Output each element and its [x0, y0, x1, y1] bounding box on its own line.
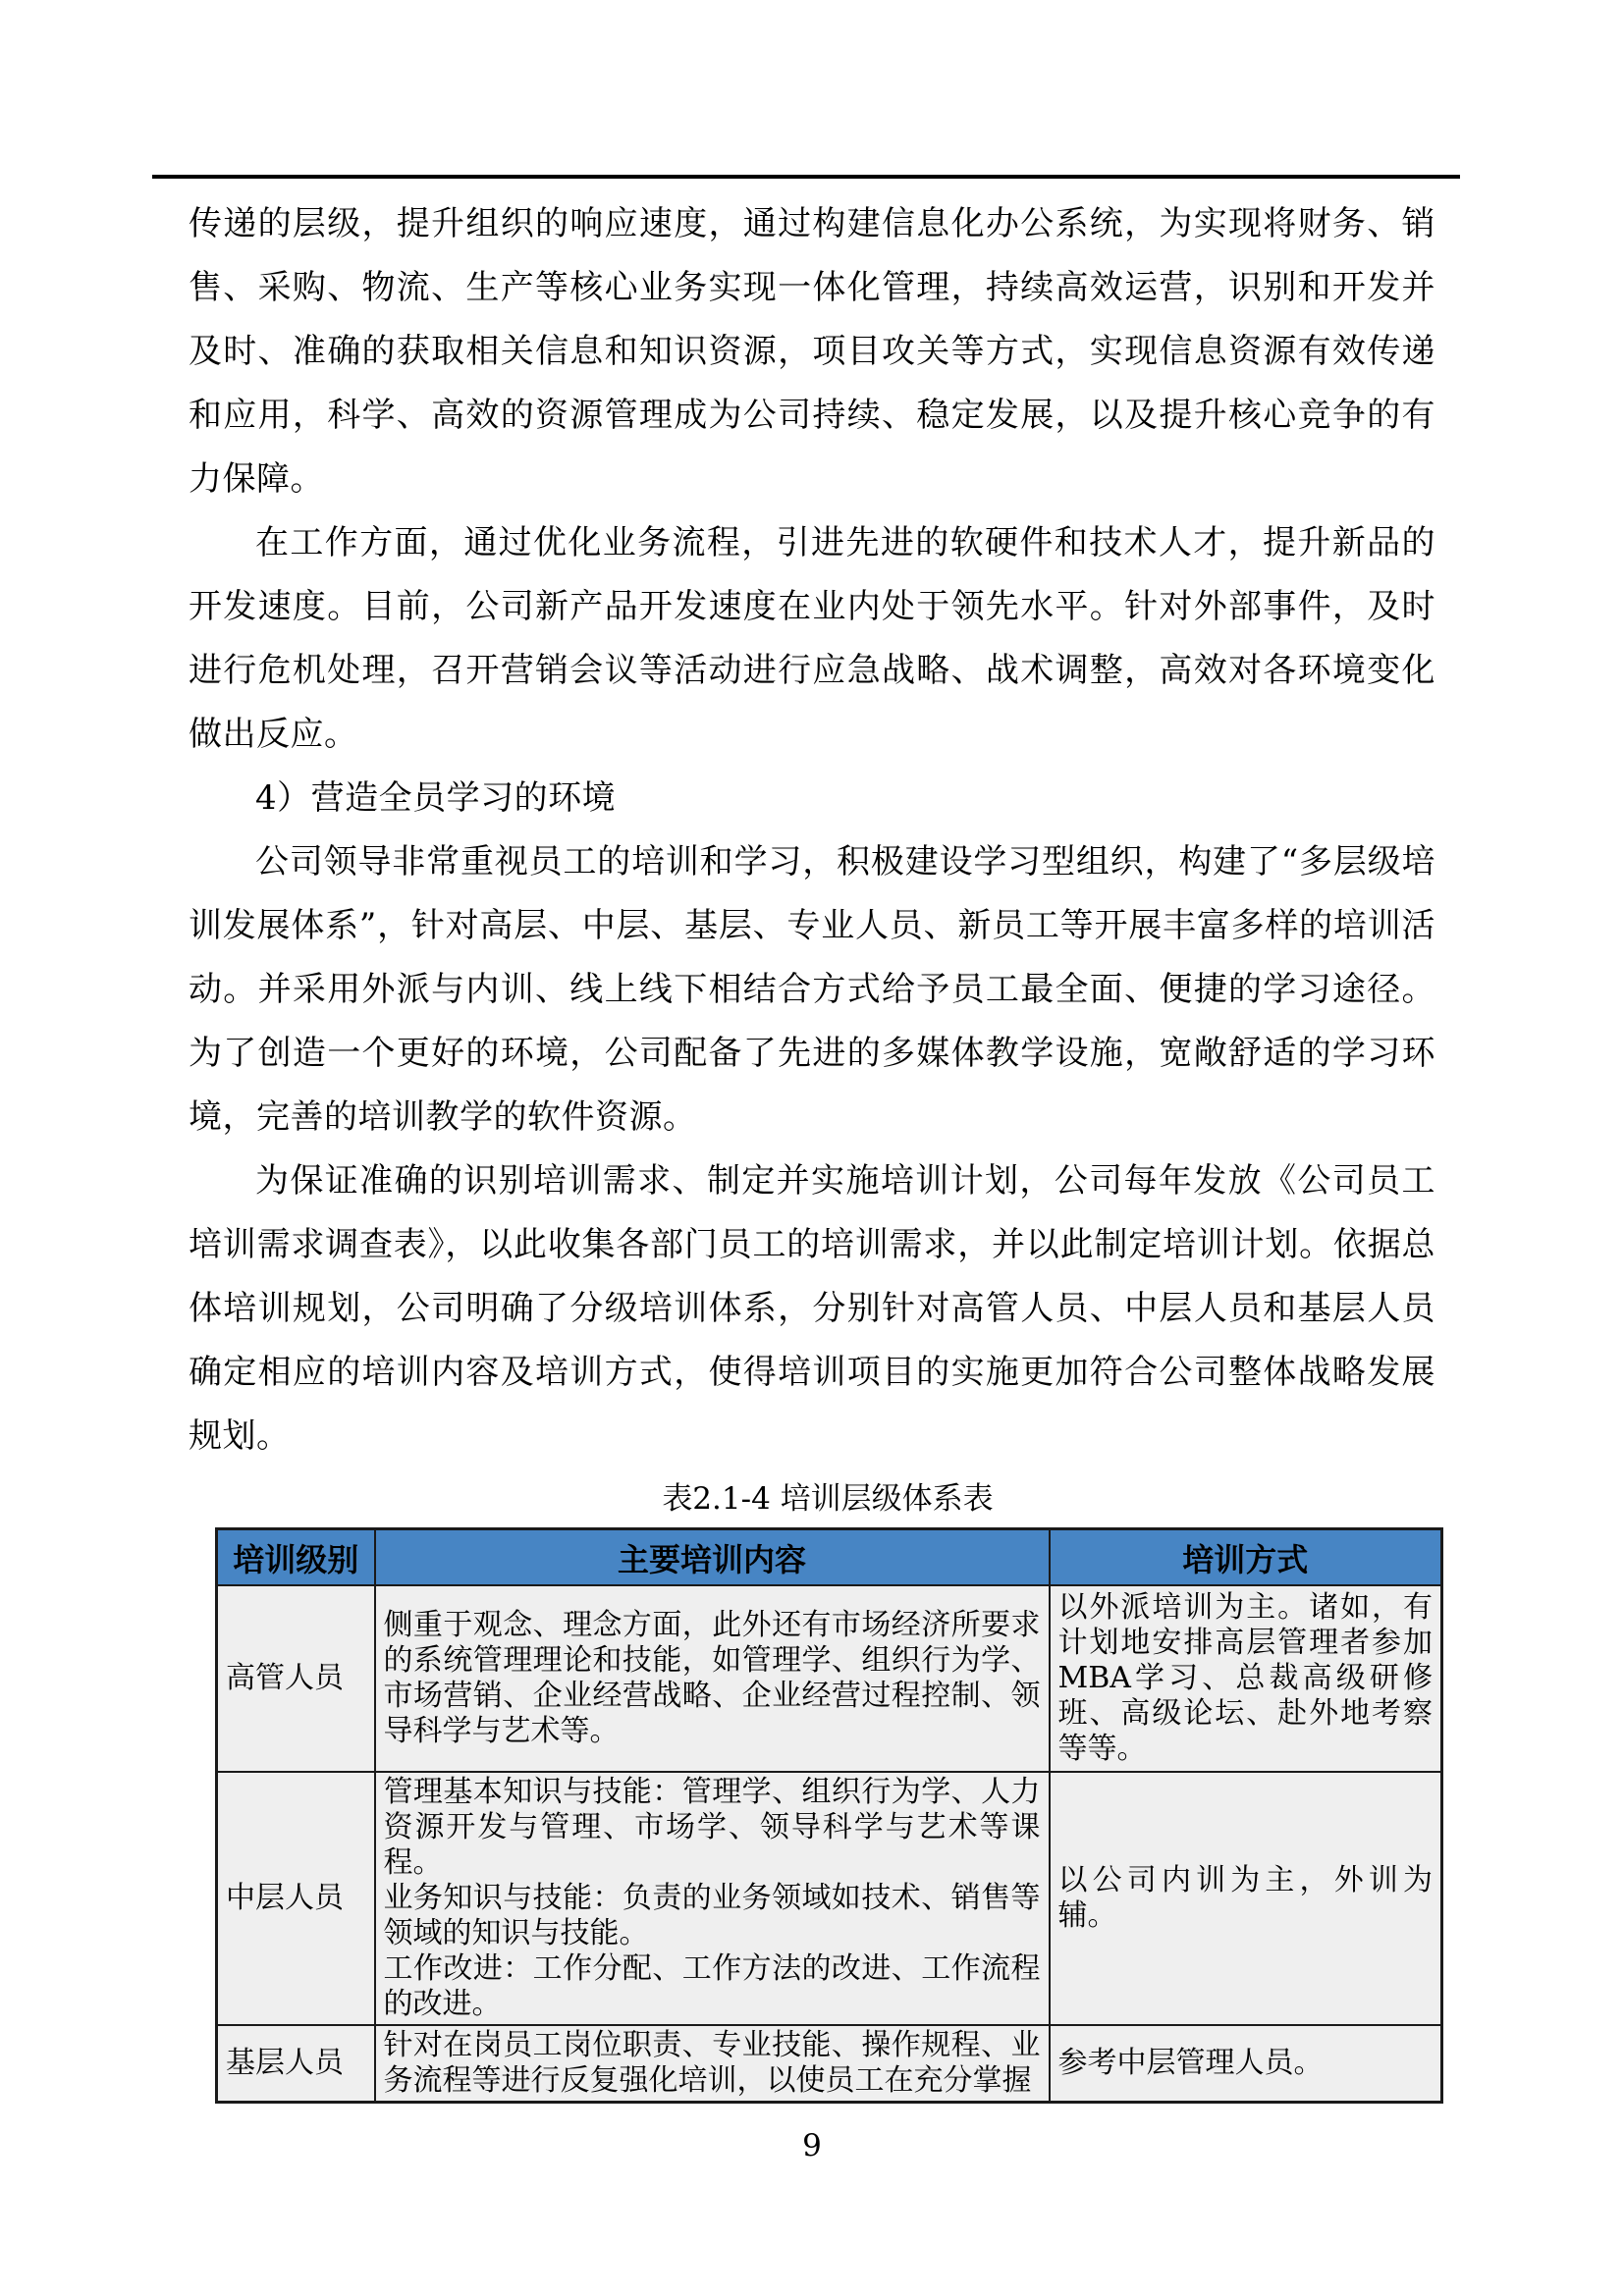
- training-level-table: [215, 1527, 1443, 2104]
- paragraph: 公司领导非常重视员工的培训和学习，积极建设学习型组织，构建了“多层级培训发展体系”，针对高层、中层、基层、专业人员、新员工等开展丰富多样的培训活动。并采用外派与内训、线上线下相结合方式给予员工最全面、便捷的学习途径。为了创造一个更好的环境，公司配备了先进的多媒体教学设施，宽敞舒适的学习环境，完善的培训教学的软件资源。: [189, 842, 1435, 1137]
- content-cell: [375, 1772, 1050, 2025]
- method-cell: 参考中层管理人员。: [1050, 2025, 1442, 2103]
- page-content: [189, 192, 1435, 2104]
- table-caption: 表2.1-4 培训层级体系表: [662, 1481, 994, 1517]
- content-line: 侧重于观念、理念方面，此外还有市场经济所要求的系统管理理论和技能，如管理学、组织行为学、市场营销、企业经营战略、企业经营过程控制、领导科学与艺术等。: [383, 1608, 1041, 1748]
- section-heading: 4）营造全员学习的环境: [255, 778, 617, 818]
- table-row: [217, 1772, 1442, 2025]
- paragraph: 在工作方面，通过优化业务流程，引进先进的软硬件和技术人才，提升新品的开发速度。目前，公司新产品开发速度在业内处于领先水平。针对外部事件，及时进行危机处理，召开营销会议等活动进行应急战略、战术调整，高效对各环境变化做出反应。: [189, 523, 1435, 754]
- level-cell: 高管人员: [217, 1585, 375, 1772]
- method-cell: 以外派培训为主。诸如，有计划地安排高层管理者参加MBA学习、总裁高级研修班、高级论坛、赴外地考察等等。: [1050, 1585, 1442, 1772]
- level-cell: 中层人员: [217, 1772, 375, 2025]
- paragraph-continued: 传递的层级，提升组织的响应速度，通过构建信息化办公系统，为实现将财务、销售、采购、物流、生产等核心业务实现一体化管理，持续高效运营，识别和开发并及时、准确的获取相关信息和知识资源，项目攻关等方式，实现信息资源有效传递和应用，科学、高效的资源管理成为公司持续、稳定发展，以及提升核心竞争的有力保障。: [189, 204, 1435, 499]
- content-cell: [375, 1585, 1050, 1772]
- level-cell: 基层人员: [217, 2025, 375, 2103]
- column-header-method: 培训方式: [1050, 1529, 1442, 1586]
- content-line: 业务知识与技能：负责的业务领域如技术、销售等领域的知识与技能。: [383, 1881, 1041, 1950]
- page-number: 9: [802, 2128, 822, 2163]
- content-line: 工作改进：工作分配、工作方法的改进、工作流程的改进。: [383, 1951, 1041, 2021]
- paragraph: 为保证准确的识别培训需求、制定并实施培训计划，公司每年发放《公司员工培训需求调查表》，以此收集各部门员工的培训需求，并以此制定培训计划。依据总体培训规划，公司明确了分级培训体系，分别针对高管人员、中层人员和基层人员确定相应的培训内容及培训方式，使得培训项目的实施更加符合公司整体战略发展规划。: [189, 1161, 1435, 1456]
- table-row: [217, 2025, 1442, 2103]
- content-line: 针对在岗员工岗位职责、专业技能、操作规程、业务流程等进行反复强化培训，以使员工在充分掌握: [383, 2028, 1041, 2098]
- method-cell: 以公司内训为主，外训为辅。: [1050, 1772, 1442, 2025]
- table-row: [217, 1585, 1442, 1772]
- column-header-content: 主要培训内容: [375, 1529, 1050, 1586]
- content-line: 管理基本知识与技能：管理学、组织行为学、人力资源开发与管理、市场学、领导科学与艺术等课程。: [383, 1775, 1041, 1880]
- page-header-rule: [152, 175, 1460, 179]
- table-header-row: [217, 1529, 1442, 1586]
- column-header-level: 培训级别: [217, 1529, 375, 1586]
- content-cell: [375, 2025, 1050, 2103]
